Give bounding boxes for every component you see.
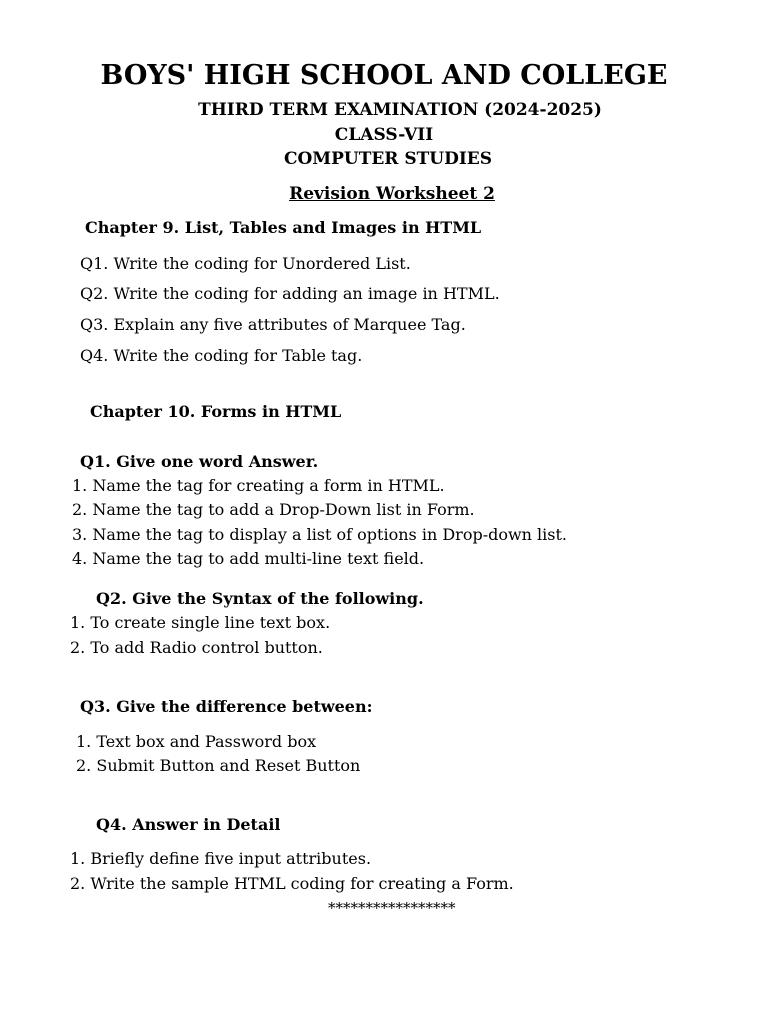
q1-item-3: 3. Name the tag to display a list of options in Drop-down list. [72,525,568,544]
q1-item-4: 4. Name the tag to add multi-line text field. [72,549,425,568]
q4-heading: Q4. Answer in Detail [96,815,281,834]
q3-heading: Q3. Give the difference between: [80,697,373,716]
chapter-9-question-1: Q1. Write the coding for Unordered List. [80,254,411,273]
q2-heading: Q2. Give the Syntax of the following. [96,589,424,608]
school-name: BOYS' HIGH SCHOOL AND COLLEGE [100,60,668,91]
q3-item-2: 2. Submit Button and Reset Button [76,756,361,775]
q4-item-2: 2. Write the sample HTML coding for creating a Form. [70,874,514,893]
q4-item-1: 1. Briefly define five input attributes. [70,849,372,868]
class-label: CLASS-VII [334,125,434,145]
q1-item-2: 2. Name the tag to add a Drop-Down list in Form. [72,500,475,519]
q1-heading: Q1. Give one word Answer. [80,452,319,471]
footer-stars: ***************** [328,899,456,917]
chapter-9-question-4: Q4. Write the coding for Table tag. [80,346,363,365]
q2-item-1: 1. To create single line text box. [70,613,331,632]
subject-label: COMPUTER STUDIES [283,149,493,169]
chapter-9-question-3: Q3. Explain any five attributes of Marquee Tag. [80,315,466,334]
exam-title: THIRD TERM EXAMINATION (2024-2025) [198,100,602,120]
chapter-9-title: Chapter 9. List, Tables and Images in HTML [85,218,482,237]
q2-item-2: 2. To add Radio control button. [70,638,323,657]
chapter-10-title: Chapter 10. Forms in HTML [90,402,342,421]
q1-item-1: 1. Name the tag for creating a form in HTML. [72,476,445,495]
worksheet-title: Revision Worksheet 2 [289,184,495,204]
chapter-9-question-2: Q2. Write the coding for adding an image in HTML. [80,284,500,303]
q3-item-1: 1. Text box and Password box [76,732,317,751]
